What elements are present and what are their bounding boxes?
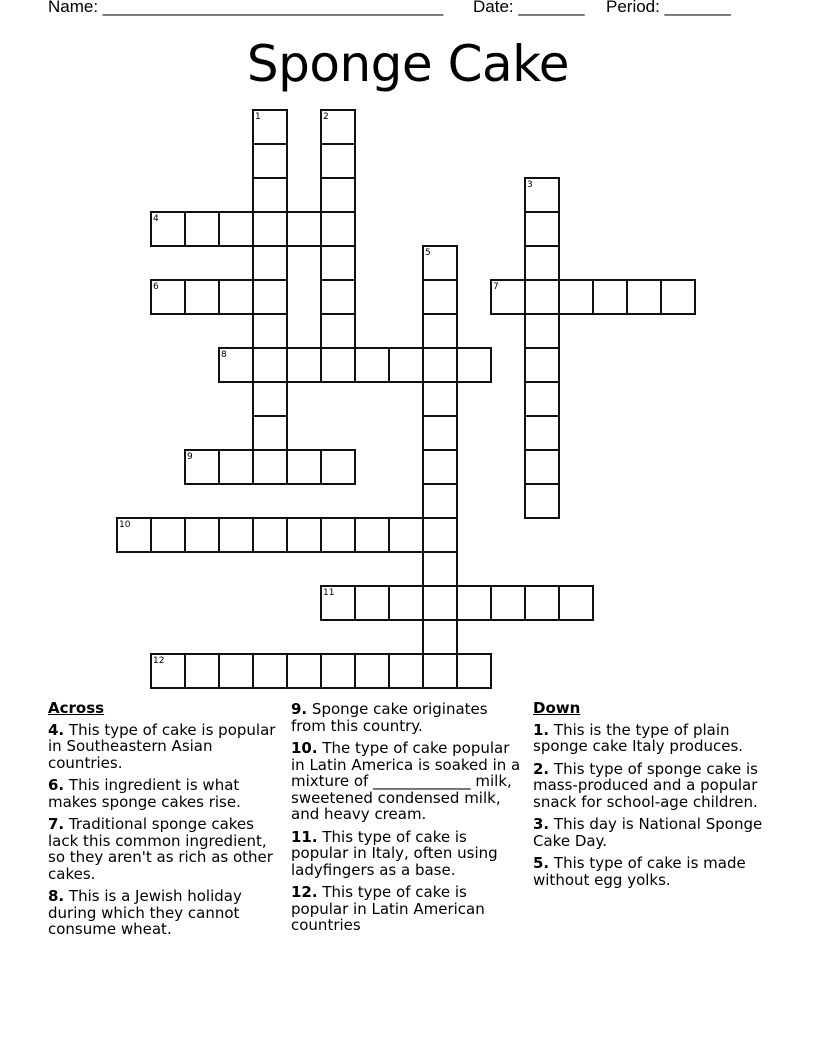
crossword-cell[interactable] (422, 483, 458, 519)
crossword-cell[interactable] (422, 245, 458, 281)
crossword-cell[interactable] (252, 449, 288, 485)
crossword-cell[interactable] (286, 211, 322, 247)
clue-across-8: 8. This is a Jewish holiday during which they cannot consume wheat. (48, 887, 242, 938)
crossword-cell[interactable] (252, 109, 288, 145)
clue-number: 8 (221, 350, 227, 360)
crossword-cell[interactable] (150, 517, 186, 553)
crossword-cell[interactable] (320, 143, 356, 179)
date-field-label: Date: _______ (473, 0, 585, 16)
crossword-cell[interactable] (422, 313, 458, 349)
clue-number: 7 (493, 282, 499, 292)
crossword-cell[interactable] (354, 517, 390, 553)
crossword-cell[interactable] (218, 517, 254, 553)
crossword-cell[interactable] (184, 279, 220, 315)
clue-number: 5 (425, 248, 431, 258)
clue-number: 11 (323, 588, 335, 598)
crossword-cell[interactable] (490, 585, 526, 621)
crossword-cell[interactable] (422, 517, 458, 553)
crossword-cell[interactable] (150, 211, 186, 247)
crossword-cell[interactable] (422, 449, 458, 485)
crossword-cell[interactable] (252, 653, 288, 689)
clue-across-9: 9. Sponge cake originates from this country. (291, 700, 488, 735)
crossword-cell[interactable] (218, 347, 254, 383)
across-heading: Across (48, 699, 105, 717)
clue-number: 4 (153, 214, 159, 224)
clue-number: 9 (187, 452, 193, 462)
crossword-cell[interactable] (524, 211, 560, 247)
crossword-cell[interactable] (524, 483, 560, 519)
crossword-cell[interactable] (388, 653, 424, 689)
clue-across-6: 6. This ingredient is what makes sponge cakes rise. (48, 776, 241, 811)
period-field-label: Period: _______ (606, 0, 731, 16)
clue-across-12: 12. This type of cake is popular in Latin American countries (291, 883, 485, 934)
crossword-cell[interactable] (626, 279, 662, 315)
clue-across-4: 4. This type of cake is popular in Southeastern Asian countries. (48, 720, 276, 772)
clue-down-1: 1. This is the type of plain sponge cake Italy produces. (533, 720, 744, 755)
clue-down-2: 2. This type of sponge cake is mass-produced and a popular snack for school-age children. (533, 759, 758, 811)
puzzle-title: Sponge Cake (246, 35, 570, 93)
crossword-cell[interactable] (184, 211, 220, 247)
name-field-label: Name: ____________________________________ (48, 0, 444, 16)
crossword-cell[interactable] (320, 279, 356, 315)
clue-across-10: 10. The type of cake popular in Latin America is soaked in a mixture of _____________ milk, sweetened condensed milk, and heavy cream. (291, 739, 521, 823)
crossword-cell[interactable] (592, 279, 628, 315)
crossword-cell[interactable] (660, 279, 696, 315)
clue-number: 10 (119, 520, 131, 530)
clue-across-11: 11. This type of cake is popular in Italy, often using ladyfingers as a base. (291, 827, 498, 879)
crossword-cell[interactable] (524, 347, 560, 383)
crossword-cell[interactable] (558, 279, 594, 315)
down-heading: Down (533, 699, 581, 717)
crossword-cell[interactable] (320, 449, 356, 485)
crossword-cell[interactable] (320, 517, 356, 553)
clue-number: 3 (527, 180, 533, 190)
crossword-cell[interactable] (150, 653, 186, 689)
crossword-cell[interactable] (524, 177, 560, 213)
crossword-cell[interactable] (150, 279, 186, 315)
crossword-cell[interactable] (252, 415, 288, 451)
clue-number: 2 (323, 112, 329, 122)
crossword-cell[interactable] (286, 347, 322, 383)
crossword-cell[interactable] (286, 653, 322, 689)
crossword-cell[interactable] (218, 279, 254, 315)
crossword-cell[interactable] (320, 109, 356, 145)
crossword-cell[interactable] (422, 653, 458, 689)
crossword-cell[interactable] (388, 347, 424, 383)
crossword-cell[interactable] (456, 653, 492, 689)
crossword-cell[interactable] (524, 313, 560, 349)
crossword-cell[interactable] (286, 517, 322, 553)
crossword-cell[interactable] (422, 551, 458, 587)
crossword-cell[interactable] (422, 347, 458, 383)
across-clues-column (48, 700, 284, 944)
crossword-cell[interactable] (320, 313, 356, 349)
crossword-cell[interactable] (524, 279, 560, 315)
crossword-cell[interactable] (320, 347, 356, 383)
crossword-cell[interactable] (286, 449, 322, 485)
clue-number: 1 (255, 112, 261, 122)
crossword-cell[interactable] (252, 279, 288, 315)
clue-number: 6 (153, 282, 159, 292)
crossword-cell[interactable] (252, 245, 288, 281)
crossword-cell[interactable] (524, 449, 560, 485)
crossword-cell[interactable] (422, 279, 458, 315)
clue-down-5: 5. This type of cake is made without egg yolks. (533, 854, 746, 889)
crossword-cell[interactable] (320, 177, 356, 213)
crossword-cell[interactable] (524, 415, 560, 451)
across-clues-column-continued (291, 701, 527, 940)
crossword-cell[interactable] (252, 143, 288, 179)
crossword-cell[interactable] (354, 653, 390, 689)
crossword-cell[interactable] (422, 585, 458, 621)
crossword-cell[interactable] (558, 585, 594, 621)
clue-down-3: 3. This day is National Sponge Cake Day. (533, 815, 763, 850)
clue-number: 12 (153, 656, 165, 666)
crossword-cell[interactable] (218, 211, 254, 247)
crossword-cell[interactable] (252, 381, 288, 417)
crossword-cell[interactable] (524, 585, 560, 621)
crossword-cell[interactable] (320, 653, 356, 689)
crossword-cell[interactable] (456, 585, 492, 621)
crossword-cell[interactable] (320, 211, 356, 247)
crossword-cell[interactable] (252, 347, 288, 383)
crossword-cell[interactable] (320, 245, 356, 281)
crossword-cell[interactable] (524, 245, 560, 281)
crossword-cell[interactable] (218, 449, 254, 485)
crossword-cell[interactable] (388, 517, 424, 553)
crossword-cell[interactable] (252, 313, 288, 349)
crossword-cell[interactable] (422, 381, 458, 417)
crossword-cell[interactable] (354, 585, 390, 621)
crossword-cell[interactable] (490, 279, 526, 315)
crossword-cell[interactable] (456, 347, 492, 383)
crossword-cell[interactable] (320, 585, 356, 621)
crossword-cell[interactable] (422, 619, 458, 655)
down-clues-column (533, 700, 769, 894)
crossword-cell[interactable] (354, 347, 390, 383)
crossword-cell[interactable] (524, 381, 560, 417)
crossword-cell[interactable] (184, 517, 220, 553)
crossword-cell[interactable] (388, 585, 424, 621)
crossword-cell[interactable] (252, 517, 288, 553)
crossword-cell[interactable] (184, 653, 220, 689)
crossword-cell[interactable] (218, 653, 254, 689)
crossword-cell[interactable] (184, 449, 220, 485)
crossword-cell[interactable] (252, 211, 288, 247)
clue-across-7: 7. Traditional sponge cakes lack this common ingredient, so they aren't as rich as other cakes. (48, 815, 273, 883)
crossword-cell[interactable] (116, 517, 152, 553)
crossword-cell[interactable] (252, 177, 288, 213)
crossword-cell[interactable] (422, 415, 458, 451)
